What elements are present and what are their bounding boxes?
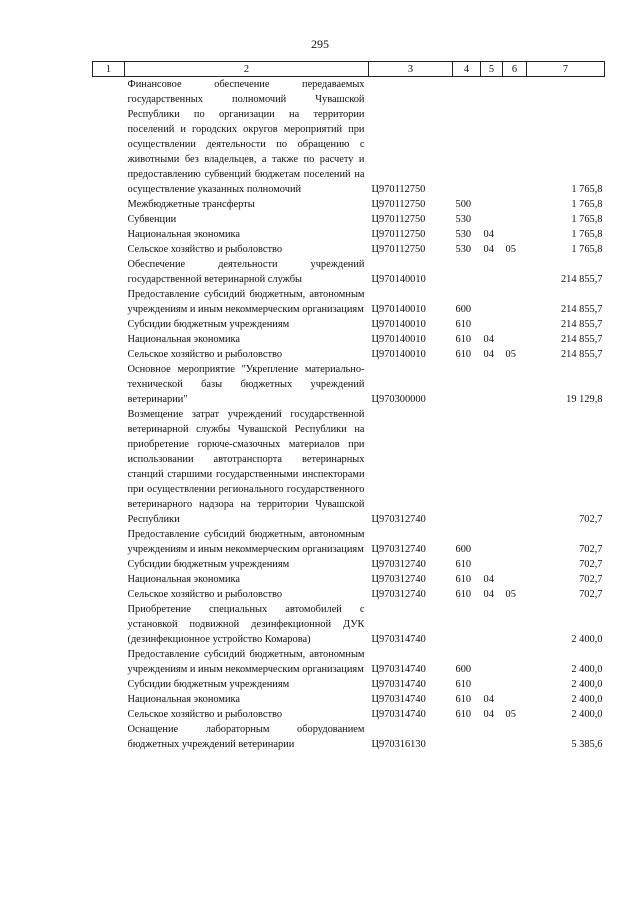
subsection-code: [503, 227, 527, 242]
cell-col-1: [93, 707, 125, 722]
section-code: 04: [483, 349, 494, 360]
table-row: [93, 347, 605, 362]
target-article-code: Ц970112750: [371, 229, 426, 240]
expense-type-code: 500: [455, 199, 472, 210]
amount: 702,7: [579, 574, 603, 585]
subsection-code: [503, 722, 527, 752]
section-code: [481, 362, 503, 407]
amount: 2 400,0: [571, 634, 603, 645]
header-col-1: 1: [93, 62, 125, 77]
subsection-code: [503, 677, 527, 692]
expense-type-code: 600: [455, 544, 472, 555]
table-row: [93, 362, 605, 407]
item-name: Сельское хозяйство и рыболовство: [127, 589, 283, 600]
table-row: [93, 242, 605, 257]
target-article-code: Ц970140010: [371, 319, 426, 330]
target-article-code: Ц970312740: [371, 514, 426, 525]
item-name: Национальная экономика: [127, 574, 241, 585]
item-name: Предоставление субсидий бюджетным, автономным учреждениям и иным некоммерческим организациям: [127, 649, 365, 675]
subsection-code: [503, 317, 527, 332]
header-col-5: 5: [481, 62, 503, 77]
cell-col-1: [93, 677, 125, 692]
item-name: Сельское хозяйство и рыболовство: [127, 709, 283, 720]
cell-col-1: [93, 527, 125, 557]
amount: 214 855,7: [560, 319, 603, 330]
cell-col-1: [93, 347, 125, 362]
amount: 2 400,0: [571, 679, 603, 690]
subsection-code: 05: [505, 589, 516, 600]
subsection-code: [503, 332, 527, 347]
item-name: Национальная экономика: [127, 334, 241, 345]
target-article-code: Ц970312740: [371, 574, 426, 585]
amount: 1 765,8: [571, 199, 603, 210]
cell-col-1: [93, 242, 125, 257]
table-row: [93, 707, 605, 722]
expense-type-code: [453, 602, 481, 647]
section-code: 04: [483, 589, 494, 600]
amount: 214 855,7: [560, 349, 603, 360]
section-code: [481, 602, 503, 647]
target-article-code: Ц970314740: [371, 709, 426, 720]
section-code: 04: [483, 694, 494, 705]
expense-type-code: 610: [455, 694, 472, 705]
item-name: Сельское хозяйство и рыболовство: [127, 349, 283, 360]
table-row: [93, 227, 605, 242]
amount: 1 765,8: [571, 229, 603, 240]
amount: 2 400,0: [571, 709, 603, 720]
target-article-code: Ц970312740: [371, 559, 426, 570]
amount: 702,7: [579, 559, 603, 570]
section-code: [481, 197, 503, 212]
expense-type-code: 610: [455, 574, 472, 585]
cell-col-1: [93, 602, 125, 647]
table-row: [93, 587, 605, 602]
table-row: [93, 212, 605, 227]
section-code: 04: [483, 229, 494, 240]
subsection-code: [503, 362, 527, 407]
target-article-code: Ц970314740: [371, 694, 426, 705]
cell-col-1: [93, 77, 125, 198]
expense-type-code: 610: [455, 679, 472, 690]
item-name: Субвенции: [127, 214, 177, 225]
cell-col-1: [93, 197, 125, 212]
item-name: Субсидии бюджетным учреждениям: [127, 559, 290, 570]
section-code: [481, 212, 503, 227]
expense-type-code: 610: [455, 319, 472, 330]
subsection-code: [503, 602, 527, 647]
section-code: 04: [483, 244, 494, 255]
target-article-code: Ц970314740: [371, 664, 426, 675]
expense-type-code: 600: [455, 664, 472, 675]
amount: 5 385,6: [571, 739, 603, 750]
cell-col-1: [93, 572, 125, 587]
cell-col-1: [93, 362, 125, 407]
header-row: [93, 62, 605, 77]
amount: 1 765,8: [571, 184, 603, 195]
table-row: [93, 557, 605, 572]
section-code: [481, 257, 503, 287]
table-header: [93, 62, 605, 77]
target-article-code: Ц970314740: [371, 634, 426, 645]
expense-type-code: [453, 257, 481, 287]
amount: 19 129,8: [566, 394, 603, 405]
target-article-code: Ц970112750: [371, 199, 426, 210]
table-row: [93, 722, 605, 752]
section-code: [481, 407, 503, 527]
cell-col-1: [93, 692, 125, 707]
expense-type-code: 610: [455, 559, 472, 570]
header-col-2: 2: [125, 62, 369, 77]
amount: 214 855,7: [560, 274, 603, 285]
item-name: Предоставление субсидий бюджетным, автономным учреждениям и иным некоммерческим организациям: [127, 529, 365, 555]
subsection-code: [503, 197, 527, 212]
amount: 2 400,0: [571, 694, 603, 705]
table-row: [93, 602, 605, 647]
section-code: 04: [483, 709, 494, 720]
table-row: [93, 527, 605, 557]
subsection-code: [503, 407, 527, 527]
cell-col-1: [93, 557, 125, 572]
expense-type-code: [453, 407, 481, 527]
target-article-code: Ц970112750: [371, 184, 426, 195]
expense-type-code: 530: [455, 229, 472, 240]
amount: 1 765,8: [571, 244, 603, 255]
expense-type-code: [453, 77, 481, 198]
expense-type-code: 610: [455, 709, 472, 720]
expense-type-code: [453, 722, 481, 752]
target-article-code: Ц970312740: [371, 544, 426, 555]
budget-table: [92, 61, 605, 752]
subsection-code: [503, 692, 527, 707]
item-name: Национальная экономика: [127, 694, 241, 705]
section-code: [481, 647, 503, 677]
page-number: 295: [311, 37, 329, 51]
subsection-code: [503, 527, 527, 557]
cell-col-1: [93, 647, 125, 677]
item-name: Приобретение специальных автомобилей с установкой подвижной дезинфекционной ДУК (дезинфекционное устройство Комарова): [127, 604, 365, 645]
table-row: [93, 287, 605, 317]
target-article-code: Ц970140010: [371, 349, 426, 360]
section-code: [481, 557, 503, 572]
subsection-code: 05: [505, 349, 516, 360]
expense-type-code: [453, 362, 481, 407]
target-article-code: Ц970312740: [371, 589, 426, 600]
item-name: Субсидии бюджетным учреждениям: [127, 319, 290, 330]
cell-col-1: [93, 587, 125, 602]
cell-col-1: [93, 722, 125, 752]
section-code: [481, 77, 503, 198]
section-code: [481, 527, 503, 557]
amount: 1 765,8: [571, 214, 603, 225]
table-row: [93, 572, 605, 587]
expense-type-code: 530: [455, 244, 472, 255]
expense-type-code: 530: [455, 214, 472, 225]
item-name: Межбюджетные трансферты: [127, 199, 255, 210]
item-name: Сельское хозяйство и рыболовство: [127, 244, 283, 255]
amount: 214 855,7: [560, 334, 603, 345]
table-body: [93, 77, 605, 753]
subsection-code: [503, 287, 527, 317]
subsection-code: 05: [505, 244, 516, 255]
target-article-code: Ц970140010: [371, 274, 426, 285]
header-col-4: 4: [453, 62, 481, 77]
table-row: [93, 317, 605, 332]
target-article-code: Ц970316130: [371, 739, 426, 750]
section-code: [481, 287, 503, 317]
section-code: [481, 722, 503, 752]
amount: 702,7: [579, 544, 603, 555]
section-code: 04: [483, 574, 494, 585]
amount: 702,7: [579, 589, 603, 600]
table-row: [93, 77, 605, 198]
item-name: Основное мероприятие "Укрепление материально-технической базы бюджетных учреждений ветеринарии": [127, 364, 365, 405]
cell-col-1: [93, 332, 125, 347]
section-code: [481, 677, 503, 692]
amount: 214 855,7: [560, 304, 603, 315]
subsection-code: [503, 212, 527, 227]
cell-col-1: [93, 287, 125, 317]
section-code: 04: [483, 334, 494, 345]
target-article-code: Ц970140010: [371, 304, 426, 315]
item-name: Финансовое обеспечение передаваемых государственных полномочий Чувашской Республики по организации на территории поселений и городских округов мероприятий при осуществлении деятельности по обращению с животными без владельцев, а также по расчету и предоставлению субвенций бюджетам поселений на осуществление указанных полномочий: [127, 79, 365, 195]
subsection-code: 05: [505, 709, 516, 720]
cell-col-1: [93, 317, 125, 332]
table-row: [93, 332, 605, 347]
target-article-code: Ц970112750: [371, 244, 426, 255]
subsection-code: [503, 257, 527, 287]
subsection-code: [503, 647, 527, 677]
cell-col-1: [93, 407, 125, 527]
header-col-6: 6: [503, 62, 527, 77]
item-name: Субсидии бюджетным учреждениям: [127, 679, 290, 690]
subsection-code: [503, 557, 527, 572]
section-code: [481, 317, 503, 332]
target-article-code: Ц970140010: [371, 334, 426, 345]
subsection-code: [503, 77, 527, 198]
target-article-code: Ц970300000: [371, 394, 426, 405]
cell-col-1: [93, 257, 125, 287]
target-article-code: Ц970314740: [371, 679, 426, 690]
subsection-code: [503, 572, 527, 587]
table-row: [93, 647, 605, 677]
amount: 702,7: [579, 514, 603, 525]
item-name: Обеспечение деятельности учреждений государственной ветеринарной службы: [127, 259, 365, 285]
table-row: [93, 407, 605, 527]
item-name: Оснащение лабораторным оборудованием бюджетных учреждений ветеринарии: [127, 724, 365, 750]
table-row: [93, 692, 605, 707]
expense-type-code: 600: [455, 304, 472, 315]
header-col-7: 7: [527, 62, 605, 77]
expense-type-code: 610: [455, 589, 472, 600]
target-article-code: Ц970112750: [371, 214, 426, 225]
cell-col-1: [93, 212, 125, 227]
item-name: Возмещение затрат учреждений государственной ветеринарной службы Чувашской Республики на приобретение горюче-смазочных материалов при использовании автотранспорта ветеринарных станций старшими государственными инспекторами при осуществлении регионального государственного ветеринарного надзора на территории Чувашской Республики: [127, 409, 365, 525]
header-col-3: 3: [369, 62, 453, 77]
table-row: [93, 257, 605, 287]
item-name: Национальная экономика: [127, 229, 241, 240]
expense-type-code: 610: [455, 349, 472, 360]
item-name: Предоставление субсидий бюджетным, автономным учреждениям и иным некоммерческим организациям: [127, 289, 365, 315]
table-row: [93, 197, 605, 212]
expense-type-code: 610: [455, 334, 472, 345]
amount: 2 400,0: [571, 664, 603, 675]
cell-col-1: [93, 227, 125, 242]
table-row: [93, 677, 605, 692]
